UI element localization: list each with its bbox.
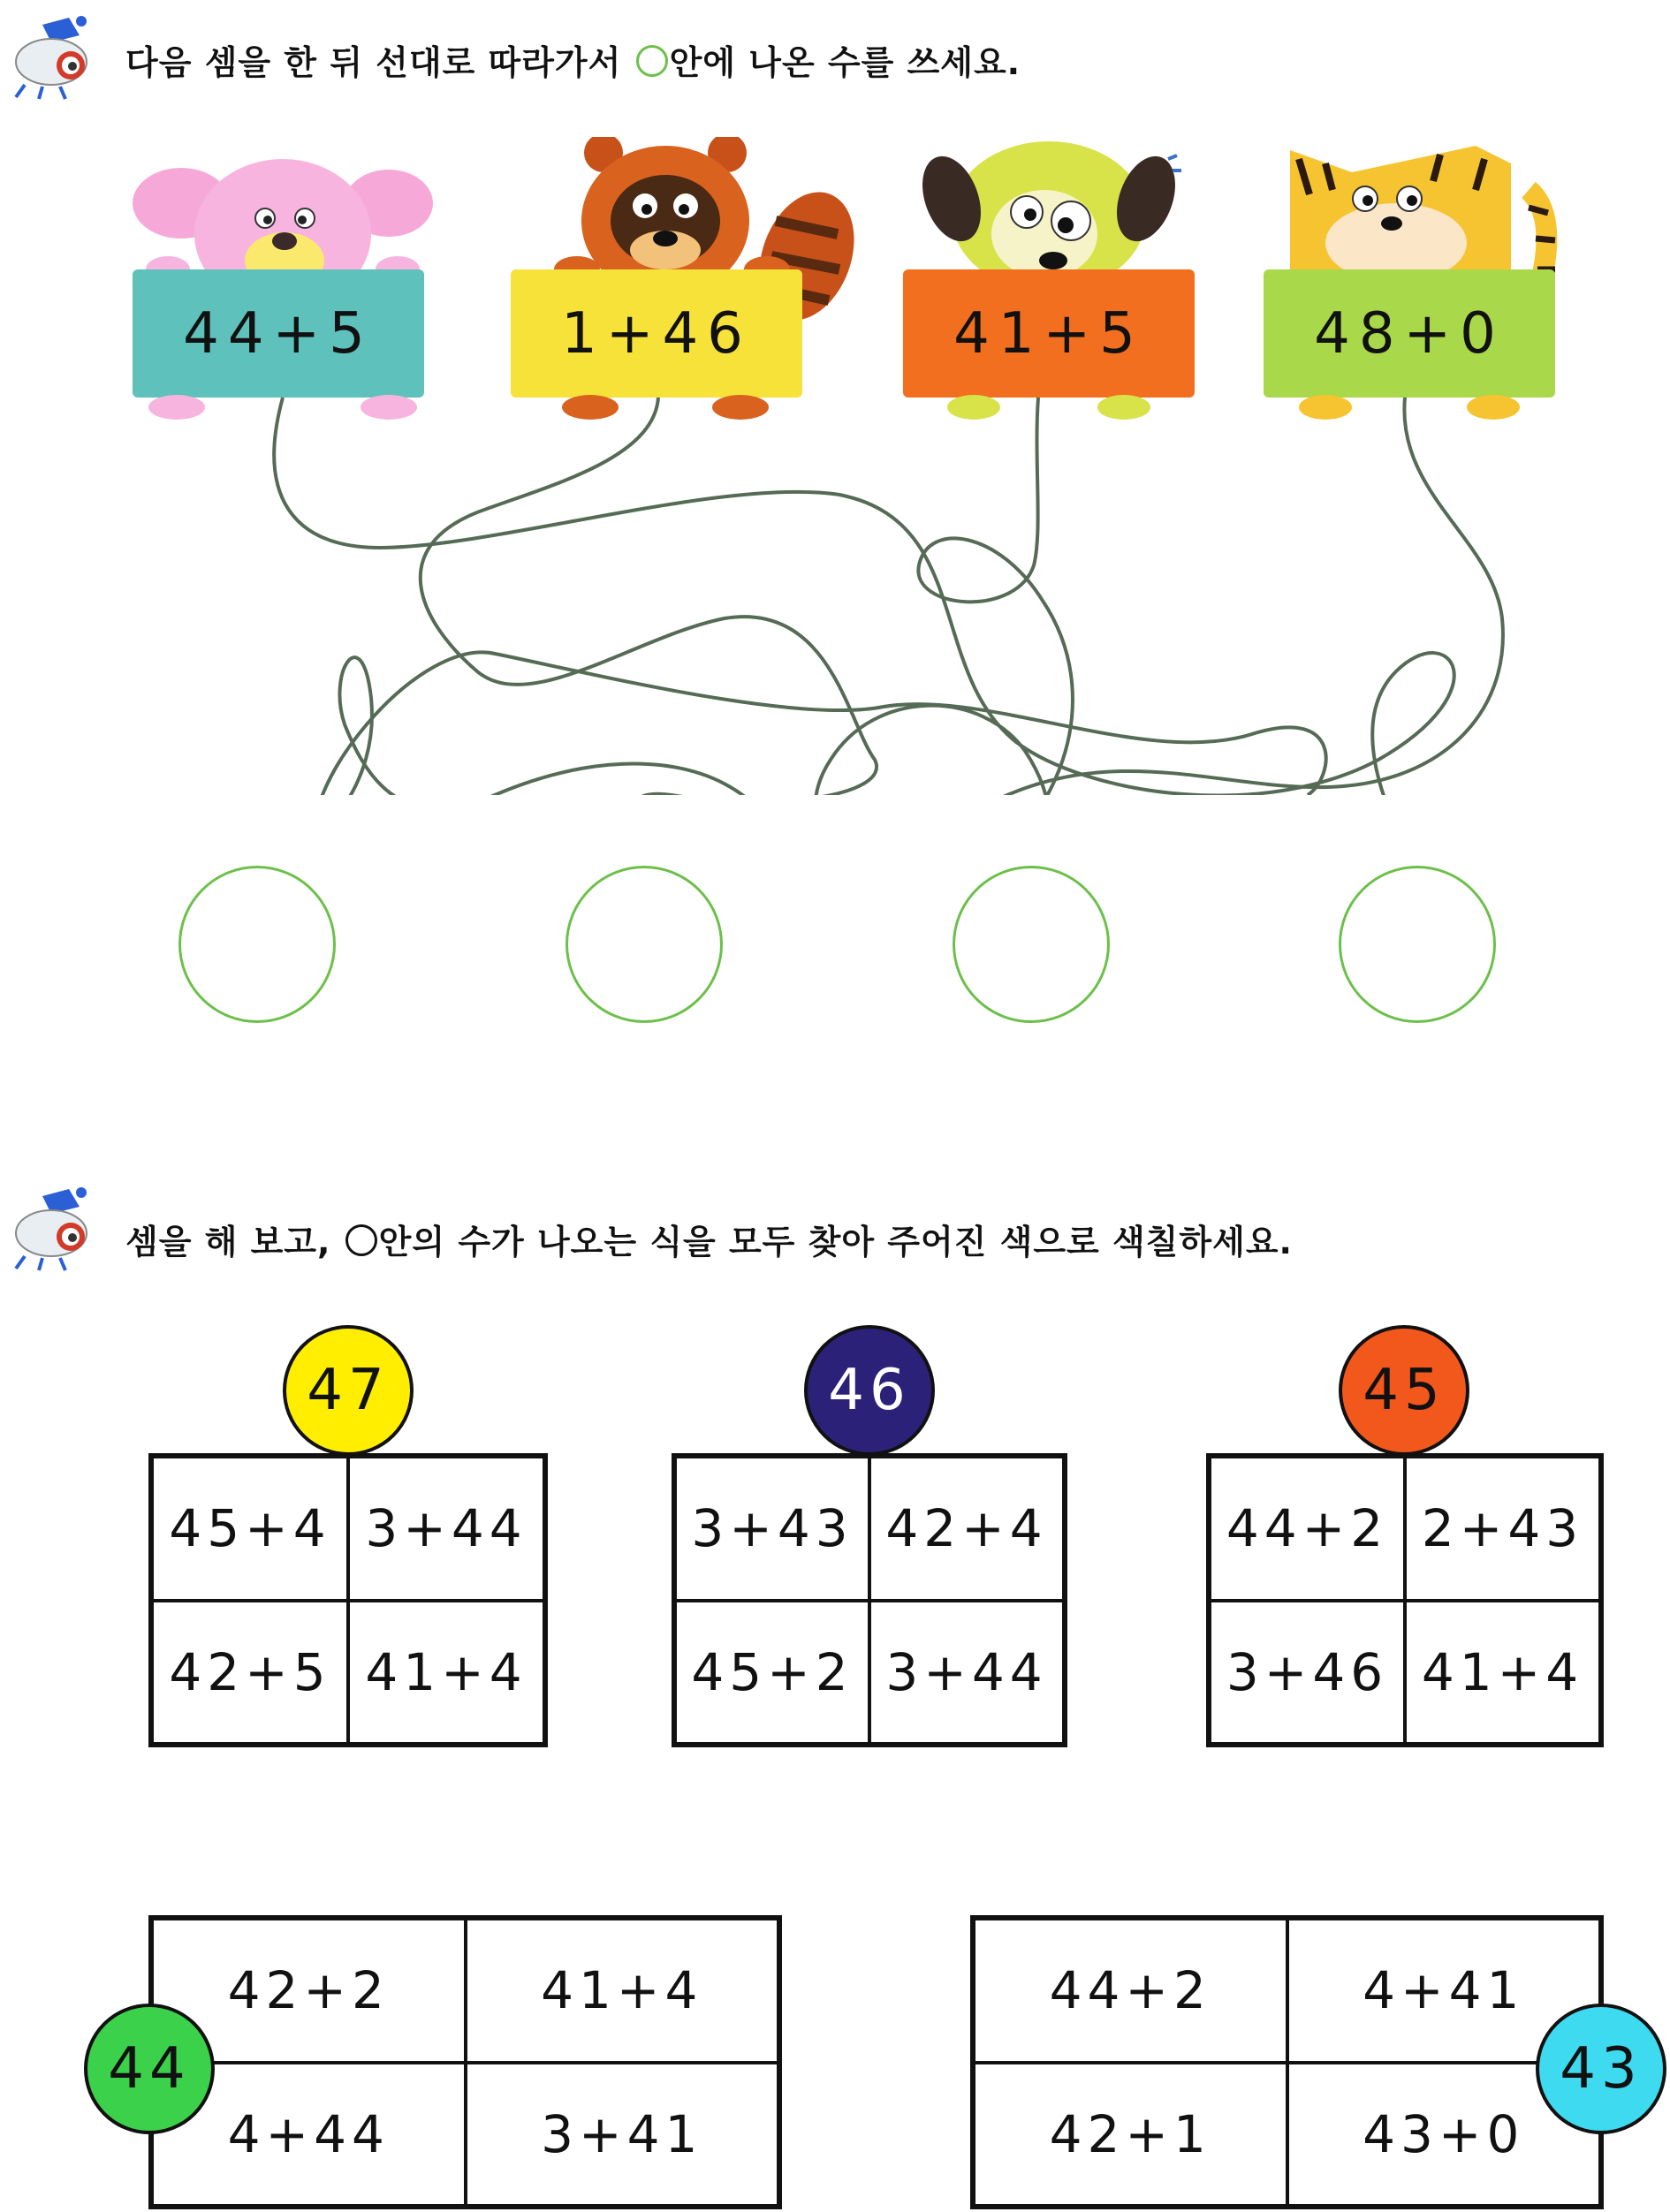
grid-cell[interactable]: 44+2 <box>974 1919 1287 2063</box>
instruction-2-text-a: 셈을 해 보고, <box>125 1223 344 1261</box>
answer-circle-4[interactable] <box>1339 866 1496 1023</box>
mascot-icon <box>7 1184 95 1272</box>
grid-cell[interactable]: 4+44 <box>152 2063 466 2207</box>
grid-cell[interactable]: 3+46 <box>1210 1601 1405 1745</box>
tiger-expression: 48+0 <box>1314 300 1505 367</box>
target-number-47: 47 <box>283 1325 414 1456</box>
grid-cell[interactable]: 42+1 <box>974 2063 1287 2207</box>
grid-cell[interactable]: 3+41 <box>466 2063 779 2207</box>
instruction-2 <box>125 1215 1293 1263</box>
instruction-1-text-a: 다음 셈을 한 뒤 선대로 따라가서 <box>125 43 634 82</box>
target-number-45: 45 <box>1339 1325 1469 1456</box>
answer-circle-3[interactable] <box>953 866 1110 1023</box>
expression-grid-44 <box>148 1915 782 2209</box>
grid-cell[interactable]: 42+2 <box>152 1919 466 2063</box>
expression-grid-47 <box>148 1453 548 1747</box>
target-number-46: 46 <box>804 1325 935 1456</box>
expression-grid-45 <box>1206 1453 1604 1747</box>
grid-cell[interactable]: 3+44 <box>348 1457 544 1601</box>
target-circle-icon <box>345 1224 377 1256</box>
grid-cell[interactable]: 45+4 <box>152 1457 348 1601</box>
grid-cell[interactable]: 2+43 <box>1405 1457 1600 1601</box>
grid-cell[interactable]: 41+4 <box>466 1919 779 2063</box>
grid-cell[interactable]: 45+2 <box>675 1601 869 1745</box>
expression-grid-43 <box>970 1915 1604 2209</box>
grid-cell[interactable]: 3+43 <box>675 1457 869 1601</box>
grid-cell[interactable]: 41+4 <box>348 1601 544 1745</box>
tangled-lines <box>0 0 1670 795</box>
puppy-expression: 41+5 <box>953 300 1144 367</box>
answer-circle-1[interactable] <box>178 866 336 1023</box>
grid-cell[interactable]: 42+4 <box>869 1457 1064 1601</box>
grid-cell[interactable]: 43+0 <box>1287 2063 1601 2207</box>
expression-grid-46 <box>672 1453 1067 1747</box>
instruction-1-text-b: 안에 나온 수를 쓰세요. <box>669 43 1021 82</box>
target-number-44: 44 <box>84 2004 215 2134</box>
raccoon-expression: 1+46 <box>561 300 752 367</box>
grid-cell[interactable]: 42+5 <box>152 1601 348 1745</box>
instruction-2-text-b: 안의 수가 나오는 식을 모두 찾아 주어진 색으로 색칠하세요. <box>378 1223 1293 1261</box>
grid-cell[interactable]: 3+44 <box>869 1601 1064 1745</box>
grid-cell[interactable]: 44+2 <box>1210 1457 1405 1601</box>
grid-cell[interactable]: 41+4 <box>1405 1601 1600 1745</box>
answer-circle-2[interactable] <box>566 866 723 1023</box>
target-number-43: 43 <box>1536 2004 1666 2134</box>
rabbit-expression: 44+5 <box>183 300 374 367</box>
grid-cell[interactable]: 4+41 <box>1287 1919 1601 2063</box>
